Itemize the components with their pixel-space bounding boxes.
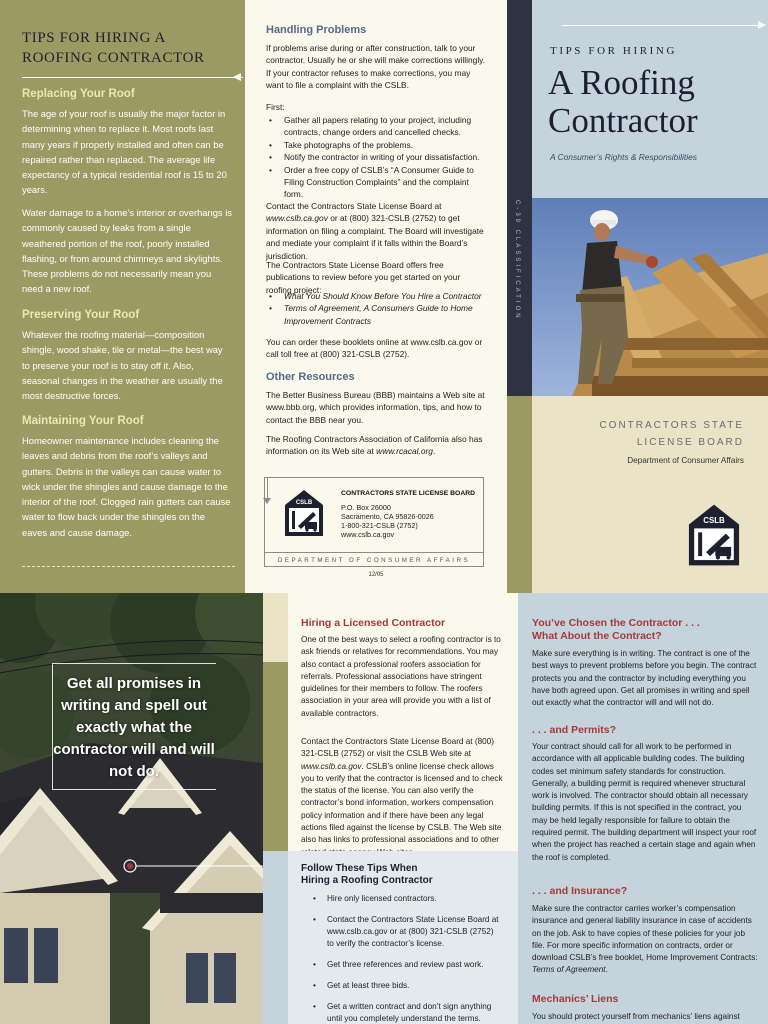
dashed-divider: [22, 566, 235, 567]
paragraph-contract: Make sure everything is in writing. The contract is one of the best ways to prevent problems before you begin. The contract protects you and the contractor by including everything you have both agreed upon. Get all promises in writing and spell out exactly what the contractor will and will not do.: [532, 649, 757, 708]
tips-list: [310, 893, 500, 1024]
cover-title-line2: Contractor: [548, 101, 698, 140]
list-item: • Notify the contractor in writing of your dissatisfaction.: [266, 151, 490, 163]
heading-contract: [532, 617, 700, 642]
heading-handling-problems: Handling Problems: [266, 24, 367, 36]
text-span: The Roofing Contractors Association of California also has information on its Web site at: [266, 434, 483, 457]
logo-text: CSLB: [295, 500, 313, 506]
department-name: Department of Consumer Affairs: [627, 456, 744, 465]
paragraph-bbb: The Better Business Bureau (BBB) maintains a Web site at www.bbb.org, which provides information, tips, and how to contact the BBB near you.: [266, 390, 485, 425]
roofer-photo: [532, 198, 768, 396]
heading-follow-line1: Follow These Tips When: [301, 863, 418, 874]
arrow-line: [562, 25, 760, 26]
list-item: • Get a written contract and don’t sign anything until you completely understand the terms.: [310, 1001, 500, 1024]
address-box: [264, 477, 484, 567]
paragraph-hiring-1: One of the best ways to select a roofing contractor is to ask friends or relatives for recommendations. You may also contact a professional roofers association for referrals. Professional associations have stringent guidelines for their members to follow. The roofers association in your area will provide you with a list of available contractors.: [301, 635, 501, 718]
paragraph-contact-board: [266, 200, 488, 262]
address-line: Sacramento, CA 95826-0026: [341, 512, 434, 521]
quote-text: Get all promises in writing and spell out exactly what the contractor will and will not do.: [53, 675, 215, 780]
list-item: • Gather all papers relating to your project, including contracts, change orders and cancelled checks.: [266, 114, 490, 139]
cover-header: [532, 0, 768, 198]
heading-mechanics-liens: Mechanics’ Liens: [532, 993, 619, 1005]
heading-insurance: . . . and Insurance?: [532, 885, 628, 897]
classification-strip: [507, 0, 532, 396]
link-cslb-site[interactable]: www.cslb.ca.gov: [301, 761, 362, 771]
booklet-title: Terms of Agreement: [532, 965, 606, 975]
paragraph-publications: The Contractors State License Board offers free publications to review before you get started on your roofing project:: [266, 260, 461, 295]
cover-subtitle: A Consumer’s Rights & Responsibilities: [550, 152, 697, 162]
list-item: • Terms of Agreement, A Consumers Guide to Home Improvement Contracts: [266, 302, 490, 327]
tan-strip: [263, 593, 288, 662]
arrow-left-icon: [233, 73, 241, 81]
list-item: • Contact the Contractors State License Board at www.cslb.ca.gov or at (800) 321-CSLB (2752) to verify the contractor’s license.: [310, 914, 500, 951]
text-span: or at (800) 321-CSLB (2752) to get information on filing a complaint. The Board will investigate and mediate your complaint if it falls within the Board’s jurisdiction.: [266, 213, 484, 261]
heading-preserving-roof: Preserving Your Roof: [22, 309, 140, 321]
heading-permits: . . . and Permits?: [532, 724, 617, 736]
text-span: . CSLB’s online license check allows you to verify that the contractor is licensed and to check the status of the license. You can also verify the contractor’s bond information, workers compensation policy information and if there have been any legal actions filed against the license by CSLB. The Web site also has links to professional associations and to other: [301, 761, 503, 845]
olive-strip: [507, 396, 532, 593]
cover-title: [548, 64, 698, 140]
heading-contract-line2: What About the Contract?: [532, 629, 662, 642]
olive-strip: [263, 662, 288, 851]
list-item: • Hire only licensed contractors.: [310, 893, 500, 905]
board-name-line1: CONTRACTORS STATE: [599, 420, 744, 431]
paragraph-rca: [266, 433, 488, 458]
arrow-right-icon: [758, 21, 766, 29]
heading-follow-tips: [301, 863, 433, 887]
department-label: DEPARTMENT OF CONSUMER AFFAIRS: [265, 552, 483, 564]
left-panel-title: TIPS FOR HIRING A ROOFING CONTRACTOR: [22, 30, 205, 66]
blue-strip: [263, 851, 288, 1024]
paragraph-permits: Your contract should call for all work to be performed in accordance with all applicable building codes. The building codes set minimum safety standards for construction. Generally, a building permit is required whenever structural work is involved. The contractor should obtain all necessary building permits. If this is not specified in the contract, you may be held legally responsible for failure to obtain the required permit. The building department will inspect your roof when the project has reached a certain stage and again when the roof is completed.: [532, 742, 757, 862]
heading-hiring-licensed: Hiring a Licensed Contractor: [301, 617, 446, 629]
paragraph-replacing-2: Water damage to a home’s interior or overhangs is commonly caused by leaks from a single weathered portion of the roof, poorly installed flashing, or from around chimneys and skylights. These problems do not necessarily mean you need a new roof.: [22, 207, 232, 295]
list-item: • Take photographs of the problems.: [266, 139, 490, 151]
heading-contract-line1: You’ve Chosen the Contractor . . .: [532, 617, 700, 629]
middle-panel: [245, 0, 507, 593]
text-span: .: [432, 446, 436, 457]
label-first: First:: [266, 102, 285, 112]
paragraph-preserving: Whatever the roofing material—composition shingle, wood shake, tile or metal—the best way to preserve your roof is to stay off it. Also, seasonal changes in the weather are usually the most destructive forces.: [22, 329, 223, 402]
paragraph-order-booklets: You can order these booklets online at www.cslb.ca.gov or call toll free at (800) 321-CSLB (2752).: [266, 337, 483, 360]
text-span: .: [605, 965, 608, 975]
classification-text: C-39 CLASSIFICATION: [514, 200, 520, 321]
list-item: • Get three references and review past work.: [310, 959, 500, 971]
heading-follow-line2: Hiring a Roofing Contractor: [301, 875, 433, 886]
arrow-line: [267, 478, 268, 500]
list-item: • Get at least three bids.: [310, 980, 500, 992]
houses-photo: [0, 593, 263, 1024]
list-publications: [266, 290, 490, 327]
address-title: CONTRACTORS STATE LICENSE BOARD: [341, 490, 476, 497]
paragraph-replacing-1: The age of your roof is usually the major factor in determining when to replace it. Most roofs last many years if properly installed and often can be repaired rather than replaced. The average life expectancy of a typical residential roof is 15 to 20 years.: [22, 108, 227, 196]
text-span: Contact the Contractors State License Board at (800) 321-CSLB (2752) or visit the CSLB Web site at: [301, 737, 494, 759]
board-name: [599, 417, 744, 451]
heading-maintaining-roof: Maintaining Your Roof: [22, 415, 144, 427]
paragraph-insurance: [532, 903, 758, 977]
heading-replacing-roof: Replacing Your Roof: [22, 88, 135, 100]
print-date: 12/05: [368, 572, 384, 578]
paragraph-maintaining: Homeowner maintenance includes cleaning the leaves and debris from the roof’s valleys and gutters. Debris in the valleys can cause water to wick under the shingles and cause damage to the interior of the roof. Clogged rain gutters can cause water to flow back under the shingles on the eaves and cause damage.: [22, 435, 231, 538]
title-rule: [22, 77, 243, 78]
paragraph-handling-intro: If problems arise during or after construction, talk to your contractor. Usually he or she will make corrections willingly. If your contractor refuses to make corrections, you may want to file a complaint with the CSLB.: [266, 43, 486, 91]
list-item: • Order a free copy of CSLB’s “A Consumer Guide to Filing Construction Complaints” and the complaint form.: [266, 164, 490, 201]
link-rcacal[interactable]: www.rcacal.org: [376, 446, 433, 457]
board-name-line2: LICENSE BOARD: [636, 437, 744, 448]
logo-text: CSLB: [703, 516, 725, 526]
list-first-steps: [266, 114, 490, 201]
address-line: P.O. Box 26000: [341, 503, 391, 512]
left-panel: [0, 0, 245, 593]
paragraph-hiring-2: [301, 736, 509, 859]
cover-tips-label: TIPS FOR HIRING: [550, 45, 678, 57]
pull-quote: [52, 663, 216, 790]
heading-other-resources: Other Resources: [266, 371, 355, 383]
text-span: Make sure the contractor carries worker’s compensation insurance and general liability insurance in case of accidents on the job. Ask to have copies of these policies for your job file. For more specific information on contracts, order or download CSLB’s free booklet, Home Improvement Contracts:: [532, 904, 758, 963]
address-phone: 1-800-321-CSLB (2752): [341, 521, 418, 530]
cover-footer: [532, 396, 768, 593]
contract-section: [518, 593, 768, 1024]
cslb-logo-icon: [686, 502, 742, 568]
paragraph-liens: You should protect yourself from mechanics’ liens against: [532, 1012, 740, 1021]
text-span: Contact the Contractors State License Board at: [266, 201, 442, 211]
arrow-down-icon: [263, 498, 271, 504]
roofer-illustration: [532, 198, 768, 396]
cslb-logo-icon: [283, 488, 325, 538]
address-url[interactable]: www.cslb.ca.gov: [341, 530, 395, 539]
link-cslb-site[interactable]: www.cslb.ca.gov: [266, 213, 328, 224]
houses-illustration: [0, 593, 263, 1024]
hiring-section: [288, 593, 518, 851]
list-item: • What You Should Know Before You Hire a Contractor: [266, 290, 490, 302]
cover-title-line1: A Roofing: [548, 63, 695, 102]
tips-section: [288, 851, 518, 1024]
